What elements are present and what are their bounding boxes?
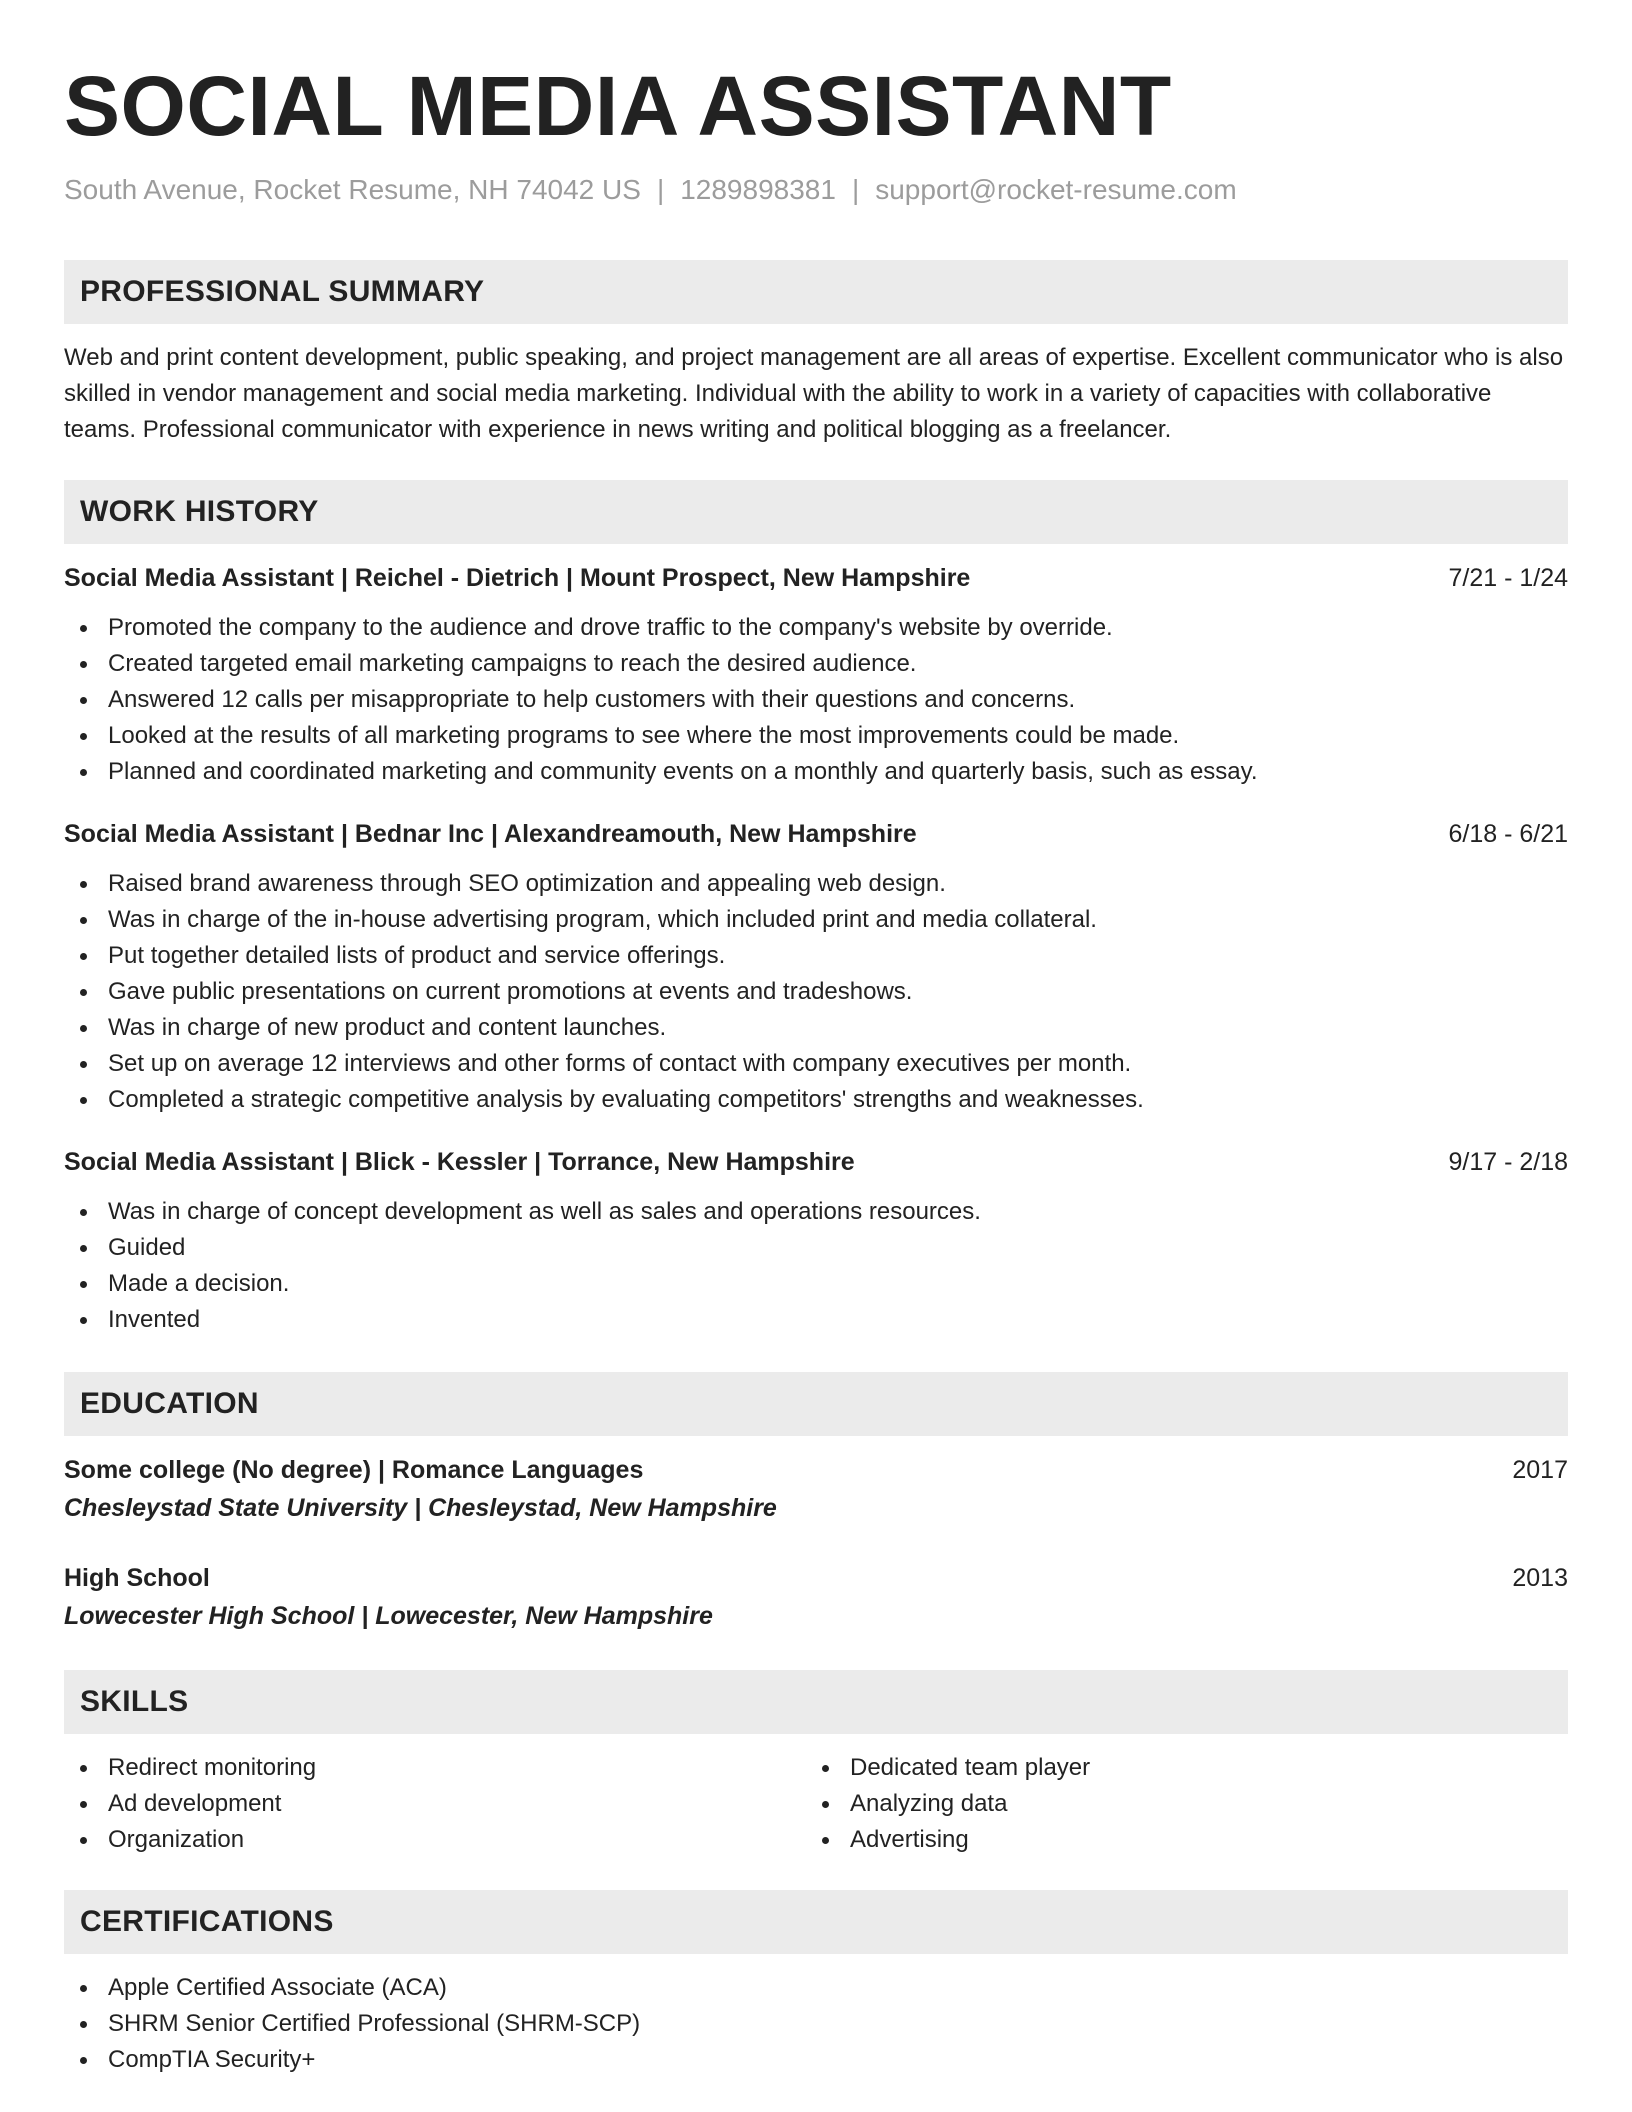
job-bullet: Put together detailed lists of product and service offerings. — [64, 938, 1568, 974]
job-dates: 7/21 - 1/24 — [1448, 564, 1568, 592]
job-bullet: Invented — [64, 1302, 1568, 1338]
job-entry — [64, 1144, 1568, 1338]
job-bullets — [64, 1194, 1568, 1338]
certification-item: CompTIA Security+ — [64, 2042, 1568, 2078]
skills-column-right — [806, 1750, 1548, 1858]
address: South Avenue, Rocket Resume, NH 74042 US — [64, 174, 641, 205]
section-header-education — [64, 1372, 1568, 1436]
job-bullet: Promoted the company to the audience and drove traffic to the company's website by override. — [64, 610, 1568, 646]
job-bullet: Guided — [64, 1230, 1568, 1266]
job-entry — [64, 816, 1568, 1118]
job-bullets — [64, 866, 1568, 1118]
education-school: Lowecester High School | Lowecester, New Hampshire — [64, 1602, 713, 1630]
job-bullet: Was in charge of concept development as well as sales and operations resources. — [64, 1194, 1568, 1230]
education-header — [64, 1560, 1568, 1596]
skills-column-left — [64, 1750, 806, 1858]
email: support@rocket-resume.com — [875, 174, 1237, 205]
job-bullet: Gave public presentations on current promotions at events and tradeshows. — [64, 974, 1568, 1010]
education-entry — [64, 1560, 1568, 1636]
job-title: Social Media Assistant | Blick - Kessler | Torrance, New Hampshire — [64, 1148, 855, 1176]
job-bullet: Looked at the results of all marketing programs to see where the most improvements could be made. — [64, 718, 1568, 754]
education-header — [64, 1452, 1568, 1488]
section-title: PROFESSIONAL SUMMARY — [80, 275, 485, 308]
section-title: SKILLS — [80, 1685, 189, 1718]
education-degree: High School — [64, 1564, 210, 1592]
section-title: WORK HISTORY — [80, 495, 319, 528]
job-bullet: Was in charge of the in-house advertising program, which included print and media collateral. — [64, 902, 1568, 938]
education-degree: Some college (No degree) | Romance Languages — [64, 1456, 644, 1484]
contact-separator: | — [656, 174, 665, 205]
candidate-name: SOCIAL MEDIA ASSISTANT — [64, 59, 1172, 153]
job-entry — [64, 560, 1568, 790]
job-header — [64, 816, 1568, 852]
section-header-summary — [64, 260, 1568, 324]
job-title: Social Media Assistant | Reichel - Dietrich | Mount Prospect, New Hampshire — [64, 564, 971, 592]
section-title: EDUCATION — [80, 1387, 259, 1420]
phone: 1289898381 — [680, 174, 836, 205]
contact-line — [64, 172, 1568, 208]
education-year: 2013 — [1512, 1564, 1568, 1592]
skills-grid — [64, 1750, 1568, 1858]
job-dates: 6/18 - 6/21 — [1448, 820, 1568, 848]
skill-item: Ad development — [64, 1786, 806, 1822]
education-entry — [64, 1452, 1568, 1528]
job-header — [64, 1144, 1568, 1180]
job-bullet: Planned and coordinated marketing and community events on a monthly and quarterly basis, such as essay. — [64, 754, 1568, 790]
job-title: Social Media Assistant | Bednar Inc | Alexandreamouth, New Hampshire — [64, 820, 917, 848]
job-bullet: Created targeted email marketing campaigns to reach the desired audience. — [64, 646, 1568, 682]
education-year: 2017 — [1512, 1456, 1568, 1484]
section-header-work-history — [64, 480, 1568, 544]
job-bullet: Answered 12 calls per misappropriate to help customers with their questions and concerns. — [64, 682, 1568, 718]
job-bullet: Completed a strategic competitive analysis by evaluating competitors' strengths and weaknesses. — [64, 1082, 1568, 1118]
skill-item: Dedicated team player — [806, 1750, 1548, 1786]
skill-item: Analyzing data — [806, 1786, 1548, 1822]
certifications-list — [64, 1970, 1568, 2078]
skill-item: Advertising — [806, 1822, 1548, 1858]
job-bullet: Made a decision. — [64, 1266, 1568, 1302]
contact-separator: | — [851, 174, 860, 205]
job-bullets — [64, 610, 1568, 790]
section-header-certifications — [64, 1890, 1568, 1954]
job-dates: 9/17 - 2/18 — [1448, 1148, 1568, 1176]
job-bullet: Set up on average 12 interviews and other forms of contact with company executives per month. — [64, 1046, 1568, 1082]
summary-text: Web and print content development, public speaking, and project management are all areas of expertise. Excellent communicator who is also skilled in vendor management and social media marketing. Individual with the ability to work in a variety of capacities with collaborative teams. Professional communicator with experience in news writing and political blogging as a freelancer. — [64, 344, 1564, 443]
skill-item: Redirect monitoring — [64, 1750, 806, 1786]
section-title: CERTIFICATIONS — [80, 1905, 334, 1938]
job-header — [64, 560, 1568, 596]
job-bullet: Raised brand awareness through SEO optimization and appealing web design. — [64, 866, 1568, 902]
job-bullet: Was in charge of new product and content launches. — [64, 1010, 1568, 1046]
skill-item: Organization — [64, 1822, 806, 1858]
certification-item: Apple Certified Associate (ACA) — [64, 1970, 1568, 2006]
certification-item: SHRM Senior Certified Professional (SHRM-SCP) — [64, 2006, 1568, 2042]
section-header-skills — [64, 1670, 1568, 1734]
education-school: Chesleystad State University | Chesleystad, New Hampshire — [64, 1494, 777, 1522]
